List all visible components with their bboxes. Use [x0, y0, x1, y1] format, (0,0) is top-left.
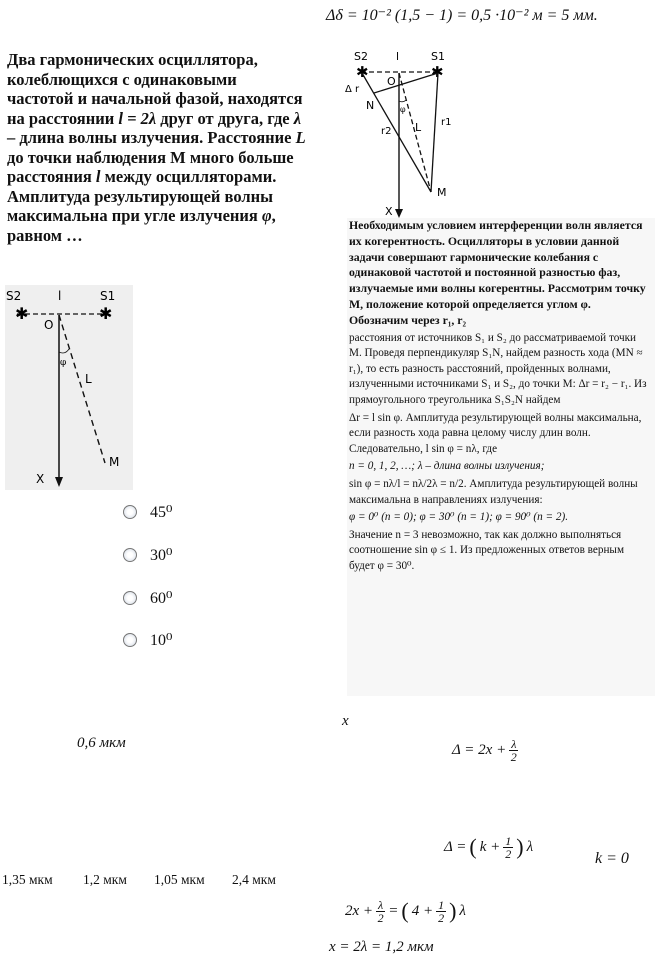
question-part-b: друг от друга, где: [160, 108, 290, 128]
answer-2: 1,2 мкм: [83, 872, 127, 887]
equation-lhs: 2x +: [345, 902, 374, 919]
radio-30[interactable]: [123, 548, 137, 562]
answer-3: 1,05 мкм: [154, 872, 205, 887]
right-label-L: L: [415, 121, 422, 134]
right-star-s2: ✱: [356, 63, 369, 81]
right-star-s1: ✱: [431, 63, 444, 81]
left-star-s1: ✱: [99, 304, 113, 323]
solution-p6: φ = 0⁰ (n = 0); φ = 30⁰ (n = 1); φ = 90⁰ (n = 2).: [349, 511, 568, 524]
delta2-lhs: Δ =: [444, 838, 467, 855]
left-label-l: l: [58, 289, 62, 303]
question-part-d: до точки наблюдения M много больше расстояния: [7, 147, 294, 186]
equation-lambda: λ: [459, 902, 466, 919]
left-label-o: O: [44, 318, 54, 332]
right-label-X: X: [385, 205, 393, 218]
answer-4: 2,4 мкм: [232, 872, 276, 887]
delta2-frac-num: 1: [505, 833, 512, 848]
top-formula: Δδ = 10⁻² (1,5 − 1) = 0,5 ·10⁻² м = 5 мм.: [326, 7, 598, 24]
solution-p4: n = 0, 1, 2, …; λ – длина волны излучения;: [349, 460, 545, 473]
equation-frac2-den: 2: [438, 910, 445, 925]
question-l-expr: l = 2λ: [118, 108, 157, 128]
option-30-label: 30⁰: [150, 547, 173, 564]
radio-60[interactable]: [123, 591, 137, 605]
equation-4: 4 +: [411, 902, 434, 919]
right-label-dr: Δ r: [345, 84, 360, 95]
solution-p7: Значение n = 3 невозможно, так как должно выполняться соотношение sin φ ≤ 1. Из предложенных ответов верным будет φ = 30⁰.: [349, 528, 625, 572]
delta2-frac-den: 2: [505, 846, 512, 861]
x-label: x: [342, 713, 349, 729]
equation-frac1: [376, 899, 385, 924]
left-label-M: M: [109, 455, 120, 469]
delta-formula: [452, 738, 518, 763]
equation-frac2-num: 1: [438, 897, 445, 912]
answer-list: [2, 872, 276, 888]
radio-45[interactable]: [123, 505, 137, 519]
left-star-s2: ✱: [15, 304, 29, 323]
left-label-s1: S1: [100, 289, 116, 303]
question-part-a: Два гармонических осциллятора, колеблющихся с одинаковыми частотой и начальной фазой, находятся на расстоянии: [7, 50, 303, 128]
delta2-lambda: λ: [526, 838, 534, 855]
left-label-s2: S2: [6, 289, 22, 303]
final-answer: x = 2λ = 1,2 мкм: [329, 939, 434, 955]
equation-frac2: [436, 899, 446, 924]
delta-frac-num: λ: [511, 737, 517, 751]
right-label-s1: S1: [431, 50, 445, 63]
right-label-m: M: [437, 186, 447, 199]
equation-eq: =: [388, 902, 399, 919]
delta2-fraction: [503, 835, 513, 860]
solution-p2: расстояния от источников S₁ и S₂ до рассматриваемой точки M. Проведя перпендикуляр S₁N, найдем разность хода (MN ≈ r₁), то есть разность расстояний, пройденных волнами, излученными источниками S₁ и S₂, до точки М: Δr = r₂ − r₁. Из прямоугольного треугольника S₁S₂N найдем: [349, 331, 647, 406]
left-label-L: L: [85, 372, 92, 386]
wavelength-text: 0,6 мкм: [77, 735, 126, 751]
right-label-phi: φ: [400, 105, 406, 114]
delta-k-formula: Δ = ( k + $\frac{1}{2}$ ) λ: [444, 833, 534, 861]
question-phi: φ: [261, 206, 272, 225]
question-part-c: – длина волны излучения. Расстояние: [7, 128, 292, 147]
answer-1: 1,35 мкм: [2, 872, 53, 887]
delta2-k: k +: [479, 838, 501, 855]
option-30[interactable]: [123, 545, 172, 565]
radio-10[interactable]: [123, 633, 137, 647]
k-zero: k = 0: [595, 850, 629, 867]
left-label-phi: φ: [60, 358, 67, 368]
question-part-e: между осцилляторами. Амплитуда результирующей волны максимальна при угле излучения: [7, 167, 277, 225]
option-45[interactable]: [123, 502, 172, 522]
right-label-r2: r2: [381, 126, 392, 137]
delta-frac-den: 2: [510, 750, 517, 764]
question-l: l: [95, 167, 101, 186]
question-L: L: [295, 128, 306, 147]
left-label-X: X: [36, 472, 45, 486]
solution-block: [347, 218, 655, 696]
solution-p5: sin φ = nλ/l = nλ/2λ = n/2. Амплитуда результирующей волны максимальна в направлениях излучения:: [349, 477, 638, 506]
solution-p3: Δr = l sin φ. Амплитуда результирующей волны максимальна, если разность хода равна целому числу длин волн. Следовательно, l sin φ = nλ, где: [349, 411, 642, 455]
solution-p1: Необходимым условием интерференции волн является их когерентность. Осцилляторы в условии данной задачи совершают гармонические колебания с одинаковой частотой и постоянной разностью фаз, излучаемые ими волны когерентны. Рассмотрим точку М, положение которой определяется углом φ. Обозначим через r₁, r₂: [349, 218, 646, 327]
equation: 2x + $\frac{\lambda}{2}$ = ( 4 + $\frac{1}{2}$ ) λ: [345, 897, 466, 925]
right-label-s2: S2: [354, 50, 368, 63]
question-text: [7, 50, 307, 245]
question-part-f: , равном …: [7, 206, 276, 245]
right-label-r1: r1: [441, 117, 452, 128]
option-60-label: 60⁰: [150, 590, 173, 607]
equation-frac1-den: 2: [377, 910, 384, 925]
question-lambda: λ: [293, 108, 302, 128]
right-label-n: N: [366, 99, 375, 112]
right-label-l: l: [396, 50, 400, 63]
option-45-label: 45⁰: [150, 504, 173, 521]
right-diagram: [341, 46, 461, 219]
option-10-label: 10⁰: [150, 632, 173, 649]
equation-frac1-num: λ: [378, 897, 384, 912]
left-diagram: [5, 285, 133, 490]
option-60[interactable]: [123, 588, 172, 608]
delta-fraction: [509, 738, 518, 763]
right-label-o: O: [387, 75, 396, 88]
option-10[interactable]: [123, 630, 172, 650]
delta-formula-lhs: Δ = 2x +: [452, 742, 507, 758]
wavelength-value: [77, 735, 126, 752]
